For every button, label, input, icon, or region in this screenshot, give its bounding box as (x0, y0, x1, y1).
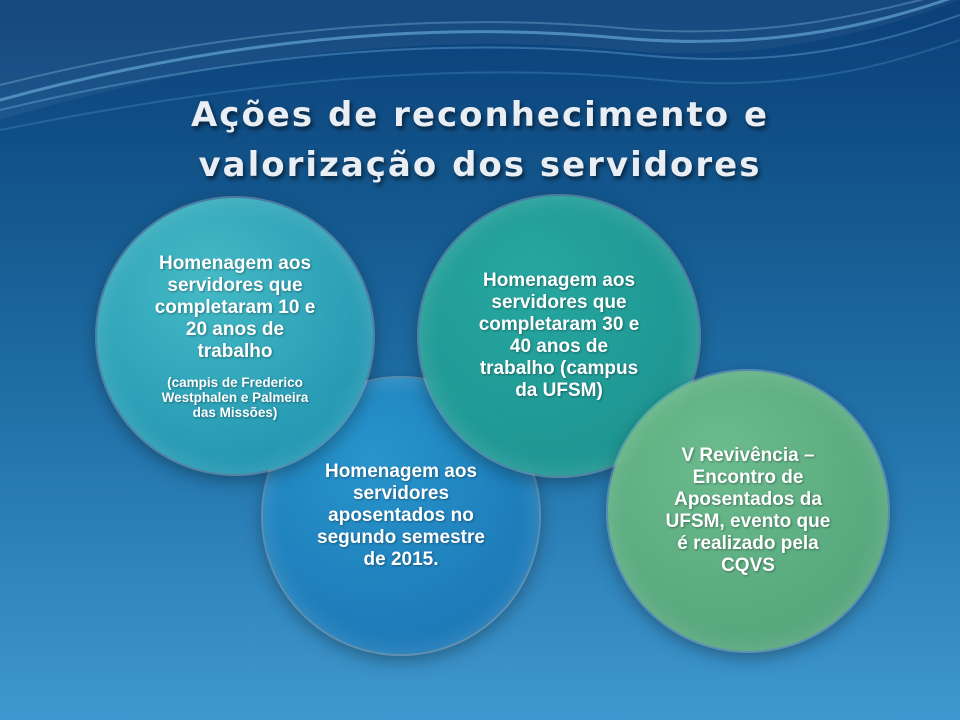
slide-title-line-2: valorização dos servidores (198, 145, 762, 185)
circle-homage-10-20-years (97, 198, 373, 474)
circle-revivencia-event (608, 371, 888, 651)
slide-title (0, 90, 960, 190)
circle-text: V Revivência – Encontro de Aposentados da UFSM, evento que é realizado pela CQVS (665, 445, 831, 576)
circle-text: Homenagem aos servidores aposentados no segundo semestre de 2015. (317, 461, 485, 570)
circle-note: (campis de Frederico Westphalen e Palmeira das Missões) (161, 374, 309, 420)
circle-text: Homenagem aos servidores que completaram 10 e 20 anos de trabalho (154, 252, 316, 362)
slide-title-line-1: Ações de reconhecimento e (190, 95, 769, 135)
circle-text: Homenagem aos servidores que completaram 30 e 40 anos de trabalho (campus da UFSM) (478, 270, 640, 401)
